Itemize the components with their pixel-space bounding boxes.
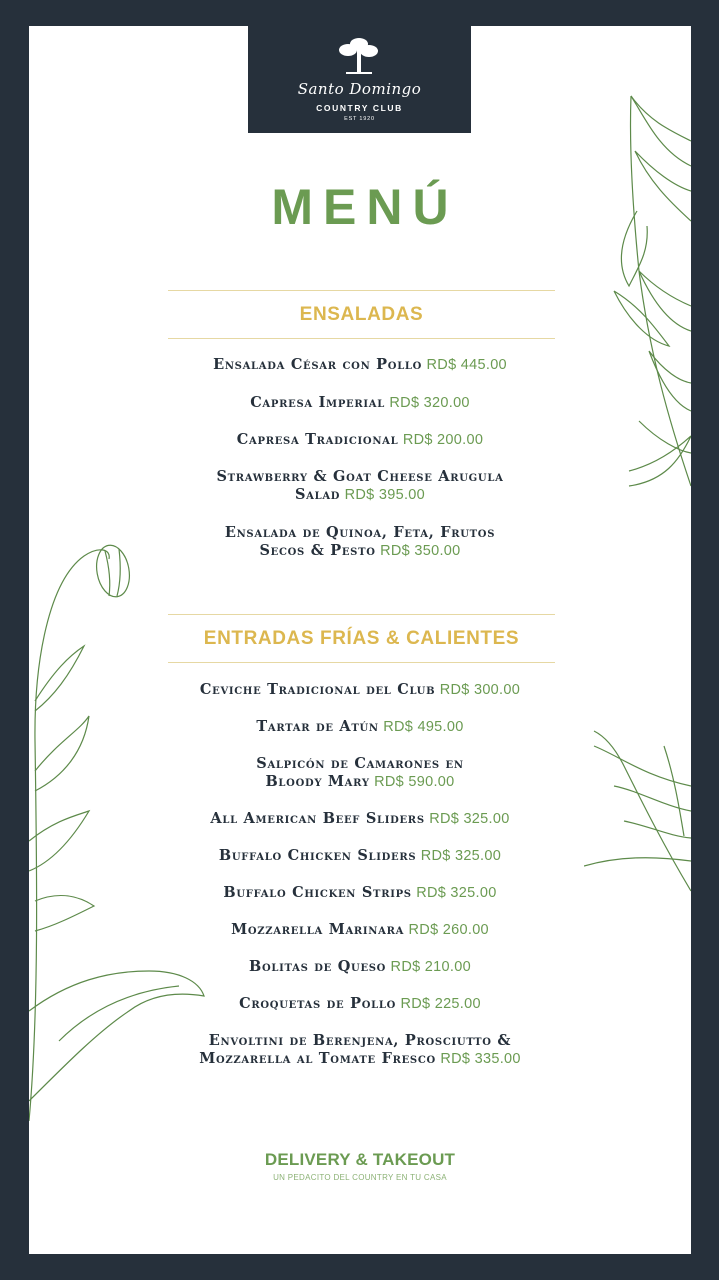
- section-header-entradas: [168, 614, 555, 663]
- item-price: RD$ 210.00: [390, 959, 471, 975]
- item-price: RD$ 325.00: [420, 848, 502, 864]
- section-title: ENSALADAS: [299, 304, 424, 325]
- item-name: Tartar de Atún: [256, 718, 379, 735]
- item-price: RD$ 320.00: [389, 395, 470, 411]
- item-price: RD$ 495.00: [383, 719, 464, 735]
- menu-item: [149, 921, 571, 939]
- menu-page: [29, 26, 691, 1254]
- menu-item: [149, 755, 571, 791]
- item-name: Capresa Imperial: [250, 394, 385, 411]
- item-price: RD$ 395.00: [344, 487, 426, 503]
- item-price: RD$ 260.00: [408, 922, 489, 938]
- item-name: All American Beef Sliders: [210, 810, 425, 827]
- menu-item: [149, 524, 571, 560]
- item-price: RD$ 200.00: [402, 432, 484, 448]
- menu-item: [149, 810, 571, 828]
- item-price: RD$ 225.00: [400, 996, 481, 1012]
- item-price: RD$ 300.00: [439, 682, 521, 698]
- club-logo: [248, 26, 471, 133]
- item-name: Ensalada César con Pollo: [213, 356, 423, 373]
- item-price: RD$ 335.00: [440, 1051, 521, 1067]
- menu-item: [149, 995, 571, 1013]
- menu-item: [149, 394, 571, 412]
- item-name-line1: Salpicón de Camarones en: [256, 755, 464, 772]
- item-name: Bolitas de Queso: [249, 958, 387, 975]
- logo-script-text: Santo Domingo: [297, 80, 422, 98]
- menu-item: [149, 356, 571, 374]
- item-name: Ceviche Tradicional del Club: [199, 681, 436, 698]
- section-header-ensaladas: [168, 290, 555, 339]
- item-name-line2: Mozzarella al Tomate Fresco: [199, 1050, 436, 1067]
- footer-subtitle: UN PEDACITO DEL COUNTRY EN TU CASA: [273, 1173, 447, 1182]
- item-name-line2: Bloody Mary: [265, 773, 370, 790]
- item-price: RD$ 325.00: [429, 811, 510, 827]
- section-rule-bottom: [168, 338, 555, 339]
- item-name-line2: Salad: [294, 486, 341, 503]
- footer-title: DELIVERY & TAKEOUT: [264, 1150, 456, 1169]
- menu-item: [149, 884, 571, 902]
- section-rule-bottom: [168, 662, 555, 663]
- item-price: RD$ 445.00: [426, 357, 507, 373]
- item-name: Mozzarella Marinara: [231, 921, 405, 938]
- item-price: RD$ 590.00: [374, 774, 455, 790]
- footer: [29, 1150, 691, 1182]
- item-price: RD$ 325.00: [416, 885, 497, 901]
- item-name: Capresa Tradicional: [236, 431, 399, 448]
- leaf-illustration-bottom-right: [584, 726, 691, 896]
- item-name: Buffalo Chicken Strips: [223, 884, 412, 901]
- menu-item: [149, 1032, 571, 1068]
- item-name-line1: Envoltini de Berenjena, Prosciutto &: [208, 1032, 512, 1049]
- item-name-line2: Secos & Pesto: [259, 542, 376, 559]
- menu-item: [149, 431, 571, 449]
- menu-item: [149, 468, 571, 504]
- menu-item: [149, 958, 571, 976]
- menu-title: MENÚ: [271, 179, 459, 235]
- tree-icon: [334, 36, 384, 78]
- menu-item: [149, 681, 571, 699]
- item-name: Croquetas de Pollo: [239, 995, 397, 1012]
- item-name-line1: Ensalada de Quinoa, Feta, Frutos: [224, 524, 496, 541]
- menu-item: [149, 847, 571, 865]
- logo-est-text: EST 1920: [344, 116, 375, 122]
- item-name-line1: Strawberry & Goat Cheese Arugula: [216, 468, 504, 485]
- item-price: RD$ 350.00: [380, 543, 461, 559]
- menu-item: [149, 718, 571, 736]
- item-name: Buffalo Chicken Sliders: [218, 847, 417, 864]
- section-title: ENTRADAS FRÍAS & CALIENTES: [203, 628, 520, 649]
- logo-club-text: COUNTRY CLUB: [316, 103, 403, 113]
- leaf-illustration-top-right: [609, 91, 691, 491]
